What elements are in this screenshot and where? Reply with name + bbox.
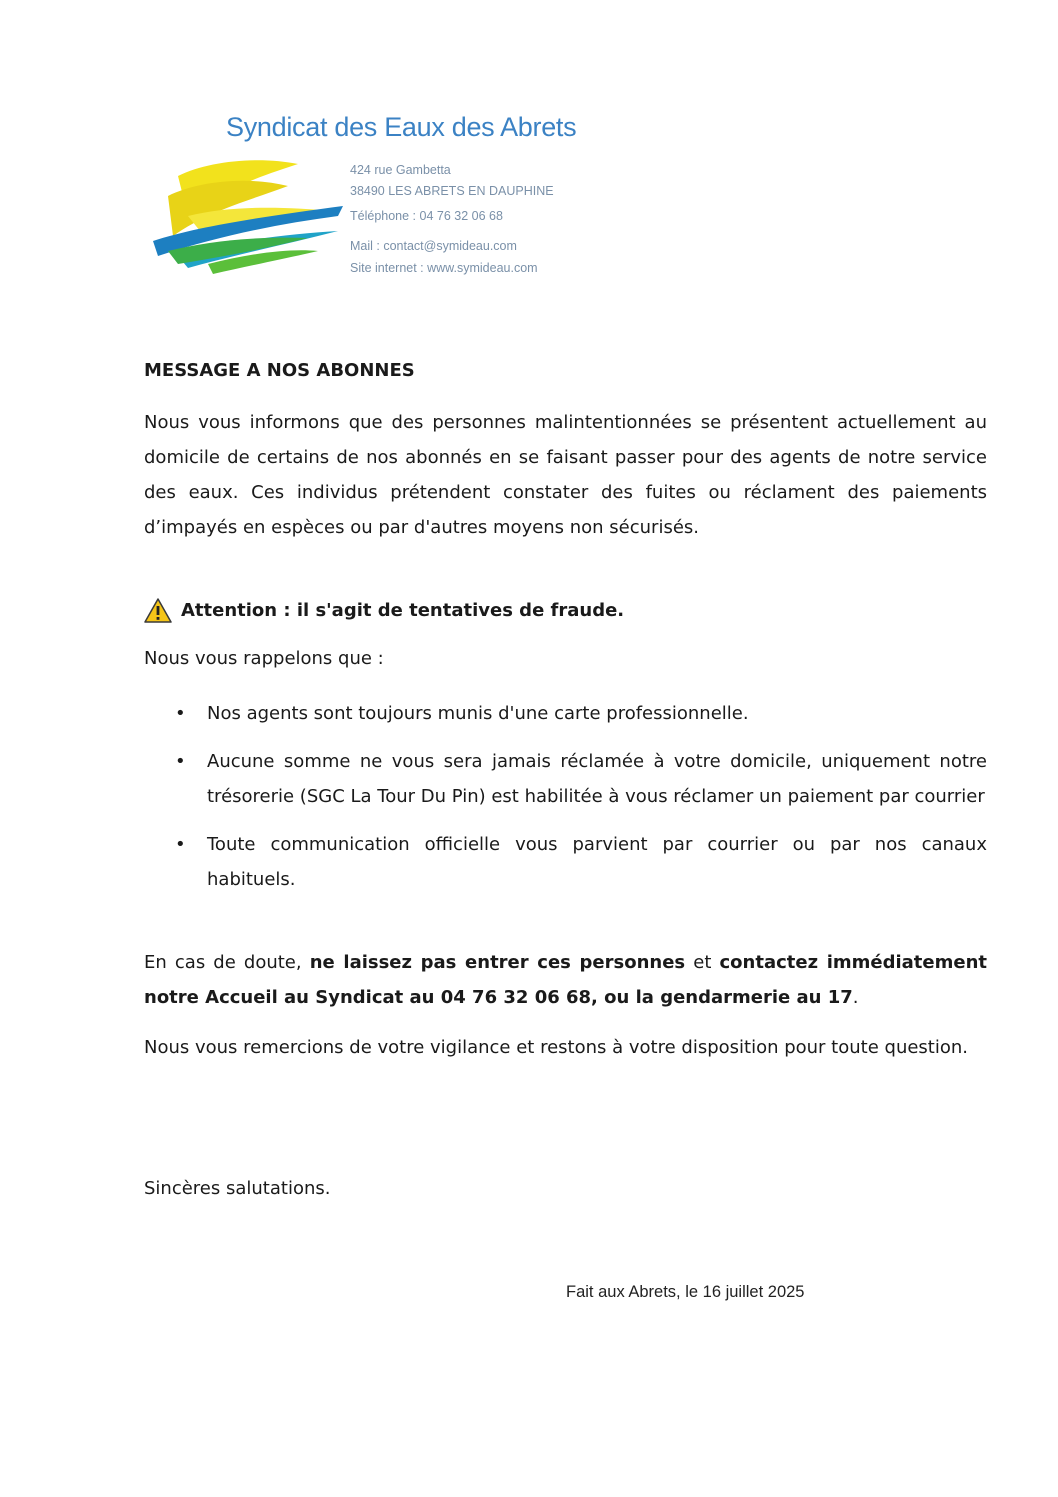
list-item-text: Aucune somme ne vous sera jamais réclamée à votre domicile, uniquement notre trésorerie (SGC La Tour Du Pin) est habilitée à vous réclamer un paiement par courrier <box>207 751 987 807</box>
reminder-list <box>144 696 987 910</box>
doubt-text-1: En cas de doute, <box>144 952 310 973</box>
syndicat-logo-graphic <box>148 156 348 276</box>
website-line: Site internet : www.symideau.com <box>350 261 538 275</box>
attention-text: Attention : il s'agit de tentatives de fraude. <box>181 600 625 621</box>
bullet-dot: • <box>175 834 186 855</box>
reminder-intro: Nous vous rappelons que : <box>144 648 384 669</box>
bullet-dot: • <box>175 751 186 772</box>
list-item-text: Nos agents sont toujours munis d'une carte professionnelle. <box>207 703 749 724</box>
doubt-text-2: et <box>685 952 720 973</box>
doubt-bold-2: contactez immédiatement notre Accueil au Syndicat au 04 76 32 06 68, ou la gendarmerie au 17 <box>144 952 987 1008</box>
address-line-2: 38490 LES ABRETS EN DAUPHINE <box>350 184 554 198</box>
attention-line <box>144 598 624 623</box>
doubt-paragraph <box>144 945 987 1015</box>
list-item <box>144 696 987 731</box>
phone-line: Téléphone : 04 76 32 06 68 <box>350 209 503 223</box>
intro-paragraph: Nous vous informons que des personnes malintentionnées se présentent actuellement au domicile de certains de nos abonnés en se faisant passer pour des agents de notre service des eaux. Ces individus prétendent constater des fuites ou réclament des paiements d’impayés en espèces ou par d'autres moyens non sécurisés. <box>144 412 987 538</box>
list-item <box>144 744 987 814</box>
organization-name: Syndicat des Eaux des Abrets <box>226 112 577 142</box>
date-line: Fait aux Abrets, le 16 juillet 2025 <box>566 1283 805 1301</box>
address-line-1: 424 rue Gambetta <box>350 163 451 177</box>
doubt-bold-1: ne laissez pas entrer ces personnes <box>309 952 686 973</box>
thanks-paragraph: Nous vous remercions de votre vigilance et restons à votre disposition pour toute question. <box>144 1037 969 1058</box>
mail-line: Mail : contact@symideau.com <box>350 239 517 253</box>
warning-triangle-icon <box>144 598 172 623</box>
list-item-text: Toute communication officielle vous parvient par courrier ou par nos canaux habituels. <box>207 834 987 890</box>
list-item <box>144 827 987 897</box>
bullet-dot: • <box>175 703 186 724</box>
closing-salutation: Sincères salutations. <box>144 1178 331 1199</box>
doubt-end: . <box>852 987 859 1008</box>
letter-title: MESSAGE A NOS ABONNES <box>144 360 415 381</box>
letterhead <box>148 112 588 292</box>
